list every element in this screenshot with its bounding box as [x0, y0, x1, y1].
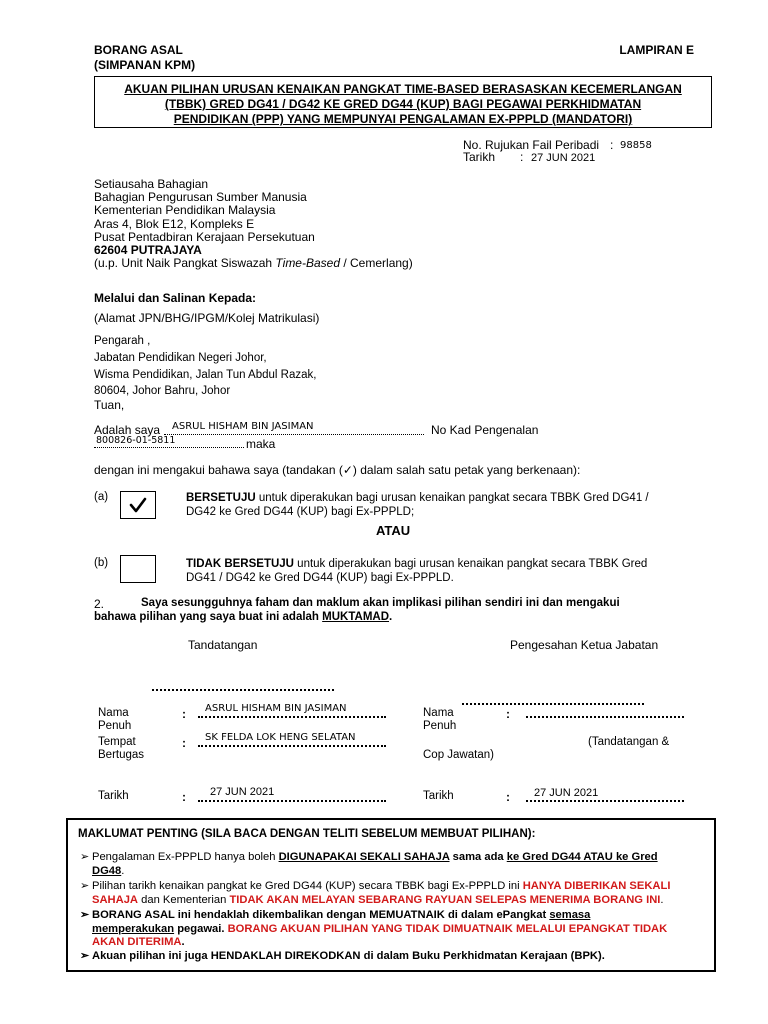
address-attention: (u.p. Unit Naik Pangkat Siswazah Time-Based / Cemerlang) [94, 256, 413, 271]
name-value[interactable]: ASRUL HISHAM BIN JASIMAN [172, 421, 314, 432]
address-line: Bahagian Pengurusan Sumber Manusia [94, 190, 307, 205]
full-name-label: Nama Penuh [98, 707, 132, 732]
checkmark-icon [121, 492, 155, 518]
document-title [94, 76, 712, 128]
option-b-line2: DG41 / DG42 ke Gred DG44 (KUP) bagi Ex-PPPLD. [186, 572, 454, 584]
appendix-label: LAMPIRAN E [619, 43, 694, 57]
address-line: Kementerian Pendidikan Malaysia [94, 203, 276, 218]
signature-heading: Tandatangan [188, 638, 258, 652]
workplace-line [198, 734, 386, 747]
via-address-line: Jabatan Pendidikan Negeri Johor, [94, 351, 267, 364]
via-address-line: Pengarah , [94, 335, 151, 347]
ic-label: No Kad Pengenalan [431, 423, 539, 437]
salutation: Tuan, [94, 398, 125, 412]
left-date-line [198, 789, 386, 802]
option-b-bold: TIDAK BERSETUJU [186, 558, 294, 570]
full-name-colon: : [182, 707, 186, 721]
title-line3: PENDIDIKAN (PPP) YANG MEMPUNYAI PENGALAMAN EX-PPPLD (MANDATORI) [173, 112, 633, 126]
via-address-line: 80604, Johor Bahru, Johor [94, 385, 231, 398]
signature-line[interactable] [152, 678, 334, 691]
declaration-text: dengan ini mengakui bahawa saya (tandakan (✓) dalam salah satu petak yang berkenaan): [94, 463, 581, 477]
notice-item-2: ➢ Pilihan tarikh kenaikan pangkat ke Gred DG44 (KUP) secara TBBK bagi Ex-PPPLD ini HANYA DIBERIKAN SEKALI SAHAJA dan Kementerian TIDAK AKAN MELAYAN SEBARANG RAYUAN SELEPAS MENERIMA BORANG INI. [80, 880, 671, 906]
option-b-label: (b) [94, 557, 109, 569]
workplace-colon: : [182, 736, 186, 750]
option-a-bold: BERSETUJU [186, 492, 256, 504]
file-ref-colon: : [610, 138, 614, 152]
arrow-bullet-icon: ➢ [80, 950, 90, 962]
right-date-value[interactable]: 27 JUN 2021 [534, 787, 599, 799]
option-b-line1: untuk diperakukan bagi urusan kenaikan pangkat secara TBBK Gred [293, 558, 648, 570]
option-a-line2: DG42 ke Gred DG44 (KUP) bagi Ex-PPPLD; [186, 506, 415, 518]
via-address-line: Wisma Pendidikan, Jalan Tun Abdul Razak, [94, 368, 317, 381]
address-line: Pusat Pentadbiran Kerajaan Persekutuan [94, 229, 315, 244]
or-separator: ATAU [376, 523, 411, 538]
title-line1: AKUAN PILIHAN URUSAN KENAIKAN PANGKAT TIME-BASED BERASASKAN KECEMERLANGAN [124, 82, 682, 96]
stamp-label-2: Cop Jawatan) [423, 749, 494, 761]
right-date-colon: : [506, 790, 510, 804]
agree-checkbox[interactable] [120, 491, 156, 519]
form-type-line1: BORANG ASAL [94, 43, 183, 57]
left-date-value[interactable]: 27 JUN 2021 [210, 786, 275, 798]
option-a-label: (a) [94, 491, 109, 503]
form-type-label [94, 43, 195, 73]
head-name-colon: : [506, 707, 510, 721]
verification-heading: Pengesahan Ketua Jabatan [510, 638, 659, 652]
adalah-label: Adalah saya [94, 423, 161, 437]
right-date-label: Tarikh [423, 790, 454, 802]
address-line: Aras 4, Blok E12, Kompleks E [94, 216, 255, 231]
ic-value[interactable]: 800826-01-5811 [96, 435, 176, 446]
full-name-line [198, 705, 386, 718]
date-colon: : [520, 150, 524, 164]
right-date-line [526, 789, 684, 802]
address-postcode: 62604 PUTRAJAYA [94, 243, 202, 258]
clause-number: 2. [94, 597, 105, 611]
stamp-label-1: (Tandatangan & [588, 736, 670, 748]
file-ref-label: No. Rujukan Fail Peribadi [463, 138, 600, 152]
name-dotted-line [164, 423, 424, 435]
via-subheading: (Alamat JPN/BHG/IPGM/Kolej Matrikulasi) [94, 311, 320, 325]
form-type-line2: (SIMPANAN KPM) [94, 58, 196, 72]
notice-item-1: ➢ Pengalaman Ex-PPPLD hanya boleh DIGUNAPAKAI SEKALI SAHAJA sama ada ke Gred DG44 ATAU ke Gred DG48. [80, 851, 658, 877]
date-value[interactable]: 27 JUN 2021 [531, 152, 596, 164]
head-signature-line[interactable] [462, 692, 644, 705]
via-address [94, 333, 316, 400]
disagree-checkbox[interactable] [120, 555, 156, 583]
option-a-line1: untuk diperakukan bagi urusan kenaikan pangkat secara TBBK Gred DG41 / [255, 492, 649, 504]
arrow-bullet-icon: ➢ [80, 851, 90, 863]
head-name-label: Nama Penuh [423, 707, 457, 732]
date-label: Tarikh [463, 150, 496, 164]
workplace-label: Tempat Bertugas [98, 736, 145, 761]
option-b-text [186, 557, 686, 585]
workplace-value[interactable]: SK FELDA LOK HENG SELATAN [205, 732, 356, 743]
arrow-bullet-icon: ➢ [80, 909, 90, 921]
via-heading: Melalui dan Salinan Kepada: [94, 291, 257, 305]
maka-label: maka [246, 437, 276, 451]
title-line2: (TBBK) GRED DG41 / DG42 KE GRED DG44 (KUP) BAGI PEGAWAI PERKHIDMATAN [164, 97, 642, 111]
left-date-colon: : [182, 790, 186, 804]
clause2-line2: bahawa pilihan yang saya buat ini adalah MUKTAMAD. [94, 611, 393, 623]
notice-item-3: ➢ BORANG ASAL ini hendaklah dikembalikan dengan MEMUATNAIK di dalam ePangkat semasa memperakukan pegawai. BORANG AKUAN PILIHAN YANG TIDAK DIMUATNAIK MELALUI EPANGKAT TIDAK AKAN DITERIMA. [80, 909, 668, 948]
address-line: Setiausaha Bahagian [94, 177, 209, 191]
option-a-text [186, 491, 686, 519]
notice-heading: MAKLUMAT PENTING (SILA BACA DENGAN TELITI SEBELUM MEMBUAT PILIHAN): [78, 828, 536, 840]
ic-dotted-line [94, 436, 244, 448]
head-name-line[interactable] [526, 705, 684, 718]
final-emphasis: MUKTAMAD [322, 611, 390, 623]
left-date-label: Tarikh [98, 790, 129, 802]
recipient-address [94, 178, 413, 270]
full-name-value[interactable]: ASRUL HISHAM BIN JASIMAN [205, 703, 347, 714]
arrow-bullet-icon: ➢ [80, 880, 90, 892]
important-notice-box [66, 818, 716, 972]
file-ref-value[interactable]: 98858 [620, 140, 652, 151]
notice-item-4: ➢ Akuan pilihan ini juga HENDAKLAH DIREKODKAN di dalam Buku Perkhidmatan Kerajaan (BPK). [80, 950, 605, 962]
clause2-line1: Saya sesungguhnya faham dan maklum akan implikasi pilihan sendiri ini dan mengakui [141, 597, 620, 609]
